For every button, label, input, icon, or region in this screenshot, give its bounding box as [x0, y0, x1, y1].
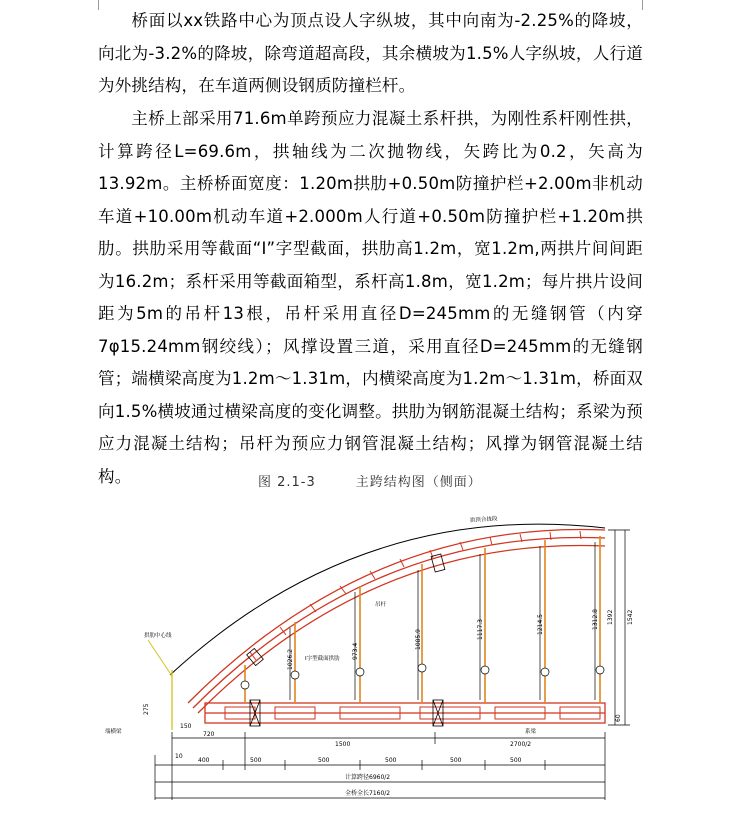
callouts	[105, 514, 537, 735]
dim-bottom-3: 500	[318, 757, 330, 764]
dim-small-2: 275	[143, 703, 150, 715]
figure-title: 主跨结构图（侧面）	[355, 475, 482, 490]
dim-small-1: 150	[180, 723, 192, 730]
paragraph-slope-text: 桥面以xx铁路中心为顶点设人字纵坡，其中向南为-2.25%的降坡，向北为-3.2%的降坡，除弯道超高段，其余横坡为1.5%人字纵坡，人行道为外挑结构，在车道两侧设钢质防撞栏杆。	[98, 11, 643, 95]
dim-span-calc: 计算跨径6960/2	[345, 774, 391, 781]
hanger-height-1: 1026.2	[287, 649, 294, 670]
arch-elevation-drawing	[100, 500, 660, 805]
arch-centerline-leader	[148, 640, 172, 676]
dim-span-total: 全桥全长7160/2	[345, 790, 391, 797]
dim-small-3: 10	[175, 753, 183, 760]
right-height-1: 1392	[607, 609, 614, 625]
dim-bottom-2: 500	[250, 757, 262, 764]
dim-small-4: 60	[615, 714, 622, 722]
dim-bottom-5: 500	[450, 757, 462, 764]
paragraph-slope	[98, 5, 643, 103]
hanger-height-2: 973.4	[352, 642, 359, 660]
callout-left-note: 拱肋中心线	[144, 633, 172, 639]
dim-bottom-6: 500	[510, 757, 522, 764]
callout-hanger: 吊杆	[375, 602, 387, 608]
paragraph-main-bridge	[98, 103, 643, 493]
dim-1500: 1500	[335, 741, 351, 748]
callout-rib: I字型截面拱肋	[305, 656, 340, 662]
hanger-height-3: 1085.9	[415, 629, 422, 650]
hangers	[245, 536, 600, 703]
figure-caption	[258, 471, 482, 490]
dim-bottom-1: 400	[198, 757, 210, 764]
paragraph-main-bridge-text: 主桥上部采用71.6m单跨预应力混凝土系杆拱，为刚性系杆刚性拱，计算跨径L=69.6m，拱轴线为二次抛物线，矢跨比为0.2，矢高为13.92m。主桥桥面宽度：1.20m拱肋+0.50m防撞护栏+2.00m非机动车道+10.00m机动车道+2.000m人行道+0.50m防撞护栏+1.20m拱肋。拱肋采用等截面“I”字型截面，拱肋高1.2m，宽1.2m,两拱片间间距为16.2m；系杆采用等截面箱型，系杆高1.8m，宽1.2m；每片拱片设间距为5m的吊杆13根，吊杆采用直径D=245mm的无缝钢管（内穿7φ15.24mm钢绞线）；风撑设置三道，采用直径D=245mm的无缝钢管；端横梁高度为1.2m～1.31m，内横梁高度为1.2m～1.31m，桥面双向1.5%横坡通过横梁高度的变化调整。拱肋为钢筋混凝土结构；系梁为预应力混凝土结构；吊杆为预应力钢管混凝土结构；风撑为钢管混凝土结构。	[98, 109, 643, 486]
hanger-height-4: 1117.3	[477, 619, 484, 640]
hanger-height-5: 1214.5	[537, 614, 544, 635]
callout-crown: 拱顶合拢段	[469, 516, 498, 524]
figure-number: 图 2.1-3	[258, 475, 316, 490]
right-height-2: 1542	[627, 609, 634, 625]
dim-2700-2: 2700/2	[510, 741, 532, 748]
callout-end-beam: 端横梁	[105, 729, 122, 735]
dim-720: 720	[203, 731, 215, 738]
callout-tie: 系梁	[525, 729, 537, 735]
dim-bottom-4: 500	[385, 757, 397, 764]
hanger-height-6: 1312.8	[592, 609, 599, 630]
